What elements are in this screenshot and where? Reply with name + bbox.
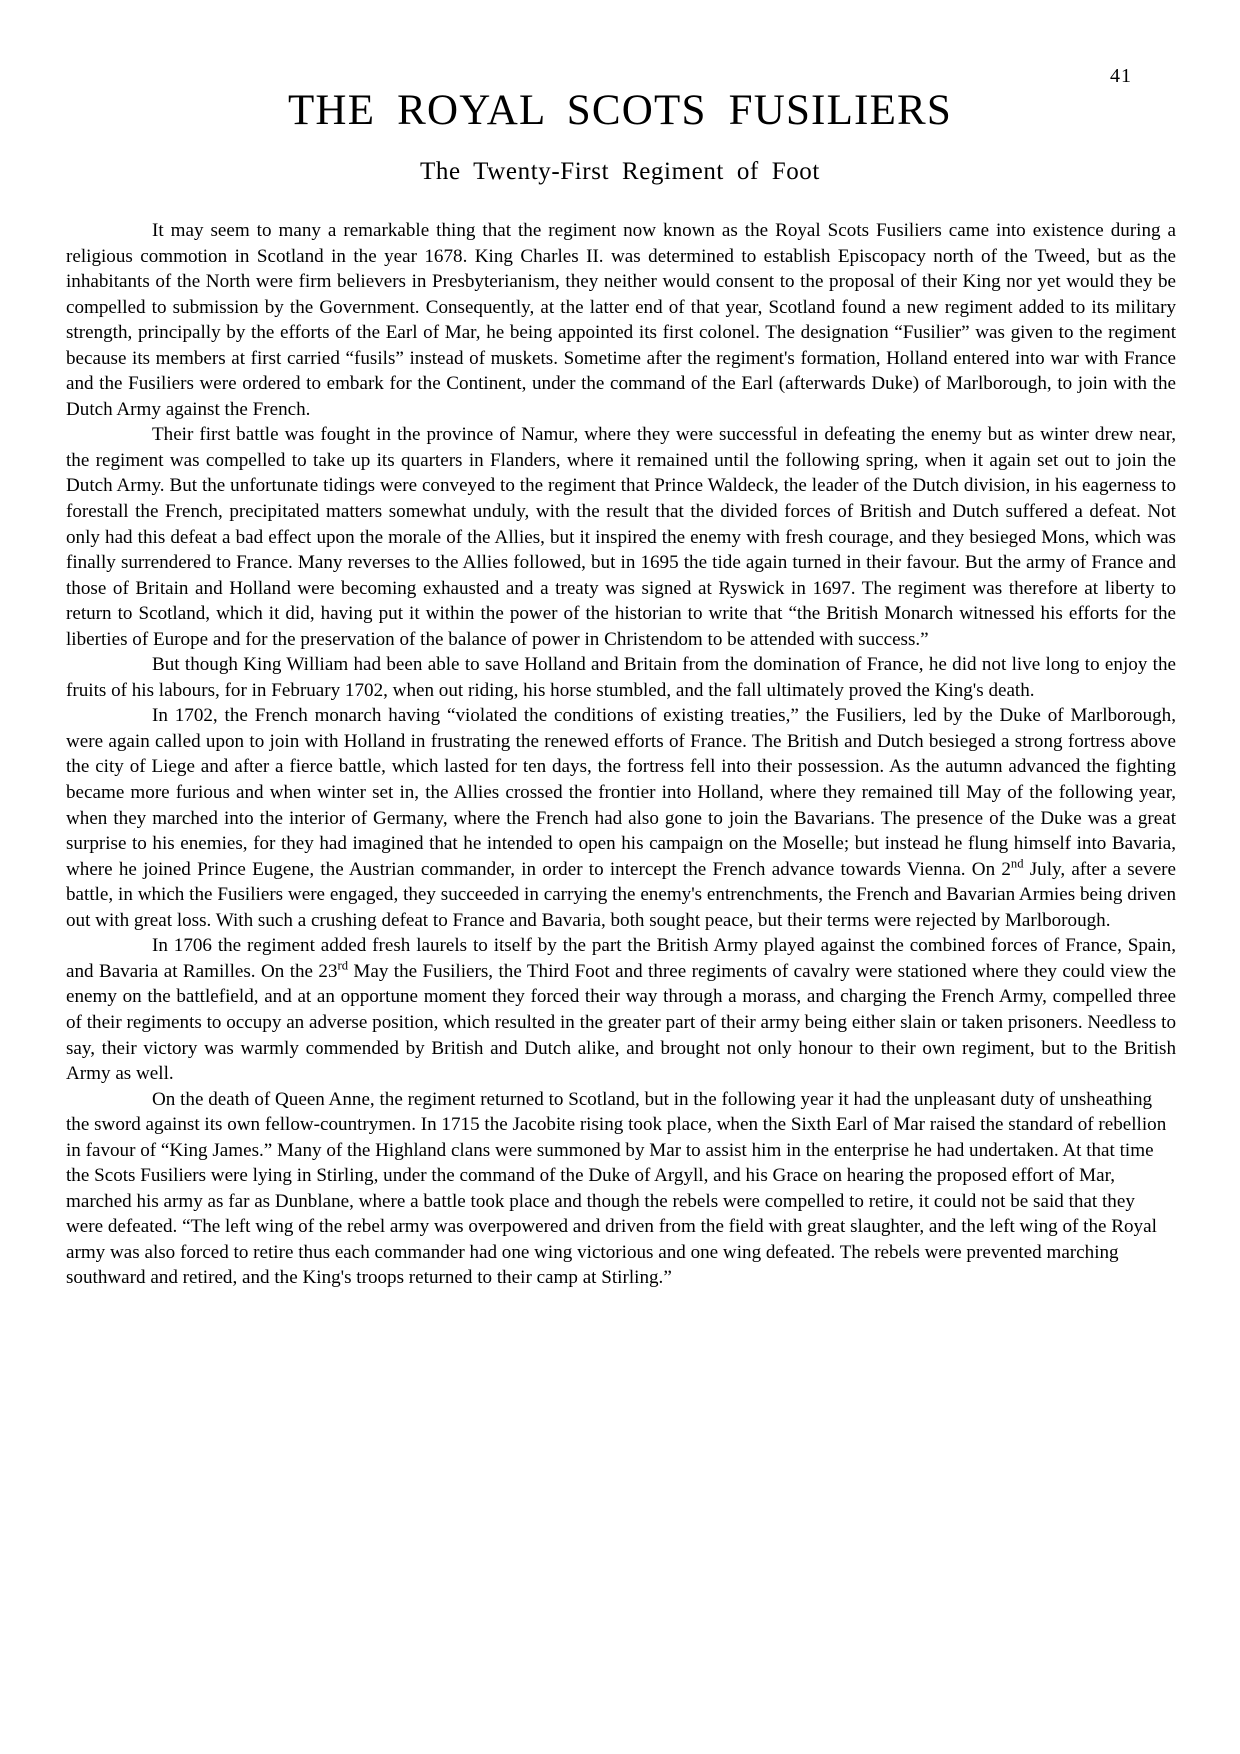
article-body bbox=[66, 218, 1176, 1291]
page-subtitle: The Twenty-First Regiment of Foot bbox=[420, 158, 820, 185]
paragraph-2: Their first battle was fought in the province of Namur, where they were successful in defeating the enemy but as winter drew near, the regiment was compelled to take up its quarters in Flanders, where it remained until the following spring, when it again set out to join the Dutch Army. But the unfortunate tidings were conveyed to the regiment that Prince Waldeck, the leader of the Dutch division, in his eagerness to forestall the French, precipitated matters somewhat unduly, with the result that the divided forces of British and Dutch suffered a defeat. Not only had this defeat a bad effect upon the morale of the Allies, but it inspired the enemy with fresh courage, and they besieged Mons, which was finally surrendered to France. Many reverses to the Allies followed, but in 1695 the tide again turned in their favour. But the army of France and those of Britain and Holland were becoming exhausted and a treaty was signed at Ryswick in 1697. The regiment was therefore at liberty to return to Scotland, which it did, having put it within the power of the historian to write that “the British Monarch witnessed his efforts for the liberties of Europe and for the preservation of the balance of power in Christendom to be attended with success.” bbox=[66, 424, 1176, 650]
paragraph-6: On the death of Queen Anne, the regiment returned to Scotland, but in the following year it had the unpleasant duty of unsheathing the sword against its own fellow-countrymen. In 1715 the Jacobite rising took place, when the Sixth Earl of Mar raised the standard of rebellion in favour of “King James.” Many of the Highland clans were summoned by Mar to assist him in the enterprise he had undertaken. At that time the Scots Fusiliers were lying in Stirling, under the command of the Duke of Argyll, and his Grace on hearing the proposed effort of Mar, marched his army as far as Dunblane, where a battle took place and though the rebels were compelled to retire, it could not be said that they were defeated. “The left wing of the rebel army was overpowered and driven from the field with great slaughter, and the left wing of the Royal army was also forced to retire thus each commander had one wing victorious and one wing defeated. The rebels were prevented marching southward and retired, and the King's troops returned to their camp at Stirling.” bbox=[66, 1088, 1167, 1289]
page-number: 41 bbox=[1110, 65, 1132, 87]
paragraph-4-text-before: In 1702, the French monarch having “violated the conditions of existing treaties,” the Fusiliers, led by the Duke of Marlborough, were again called upon to join with Holland in frustrating the renewed efforts of France. The British and Dutch besieged a strong fortress above the city of Liege and after a fierce battle, which lasted for ten days, the fortress fell into their possession. As the autumn advanced the fighting became more furious and when winter set in, the Allies crossed the frontier into Holland, where they remained till May of the following year, when they marched into the interior of Germany, where the French had also gone to join the Bavarians. The presence of the Duke was a great surprise to his enemies, for they had imagined that he intended to open his campaign on the Moselle; but instead he flung himself into Bavaria, where he joined Prince Eugene, the Austrian commander, in order to intercept the French advance towards Vienna. On 2 bbox=[66, 705, 1176, 880]
ordinal-suffix-nd: nd bbox=[1010, 856, 1024, 871]
ordinal-suffix-rd: rd bbox=[337, 958, 349, 973]
page-title: THE ROYAL SCOTS FUSILIERS bbox=[287, 87, 953, 134]
paragraph-5-text-after: May the Fusiliers, the Third Foot and three regiments of cavalry were stationed where they could view the enemy on the battlefield, and at an opportune moment they forced their way through a morass, and charging the French Army, compelled three of their regiments to occupy an adverse position, which resulted in the greater part of their army being either slain or taken prisoners. Needless to say, their victory was warmly commended by British and Dutch alike, and brought not only honour to their own regiment, but to the British Army as well. bbox=[66, 960, 1176, 1085]
paragraph-4 bbox=[66, 703, 1176, 933]
paragraph-1: It may seem to many a remarkable thing that the regiment now known as the Royal Scots Fusiliers came into existence during a religious commotion in Scotland in the year 1678. King Charles II. was determined to establish Episcopacy north of the Tweed, but as the inhabitants of the North were firm believers in Presbyterianism, they neither would consent to the proposal of their King nor yet would they be compelled to submission by the Government. Consequently, at the latter end of that year, Scotland found a new regiment added to its military strength, principally by the efforts of the Earl of Mar, he being appointed its first colonel. The designation “Fusilier” was given to the regiment because its members at first carried “fusils” instead of muskets. Sometime after the regiment's formation, Holland entered into war with France and the Fusiliers were ordered to embark for the Continent, under the command of the Earl (afterwards Duke) of Marlborough, to join with the Dutch Army against the French. bbox=[66, 220, 1176, 420]
paragraph-4-text-after: July, after a severe battle, in which the Fusiliers were engaged, they succeeded in carrying the enemy's entrenchments, the French and Bavarian Armies being driven out with great loss. With such a crushing defeat to France and Bavaria, both sought peace, but their terms were rejected by Marlborough. bbox=[66, 858, 1177, 931]
paragraph-5 bbox=[66, 933, 1176, 1086]
paragraph-5-text-before: In 1706 the regiment added fresh laurels to itself by the part the British Army played against the combined forces of France, Spain, and Bavaria at Ramilles. On the 23 bbox=[66, 935, 1176, 982]
paragraph-3: But though King William had been able to save Holland and Britain from the domination of France, he did not live long to enjoy the fruits of his labours, for in February 1702, when out riding, his horse stumbled, and the fall ultimately proved the King's death. bbox=[66, 654, 1176, 701]
